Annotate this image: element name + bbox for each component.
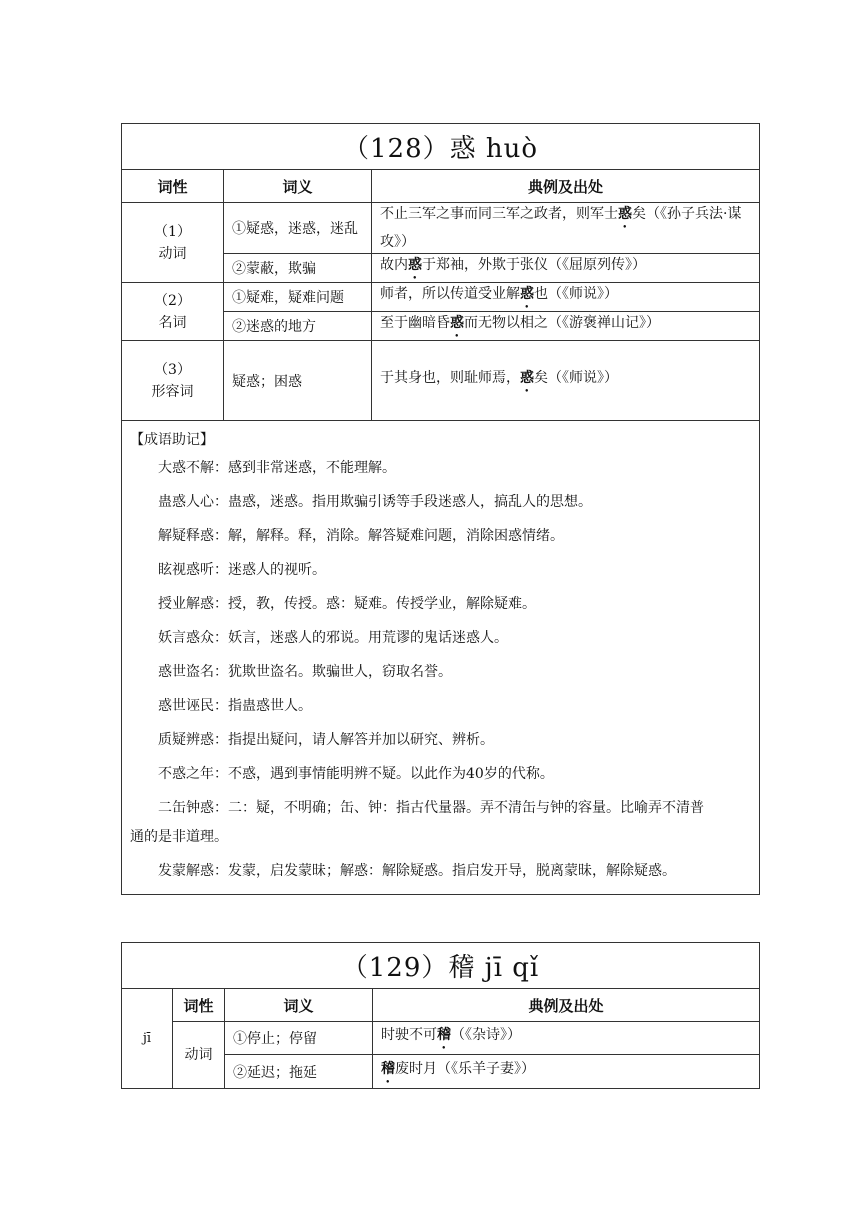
idioms-header: 【成语助记】 (130, 432, 214, 448)
idiom-item: 蛊惑人心：蛊惑，迷惑。指用欺骗引诱等手段迷惑人，搞乱人的思想。 (158, 494, 592, 510)
idiom-item: 质疑辨惑：指提出疑问，请人解答并加以研究、辨析。 (158, 732, 494, 748)
example-cell (372, 312, 760, 341)
entry-129-table (121, 942, 760, 1089)
pos-cell (122, 203, 224, 283)
pos-cell (122, 341, 224, 421)
emphasized-char: 惑 (618, 206, 632, 222)
idiom-item: 解疑释惑：解，解释。释，消除。解答疑难问题，消除困惑情绪。 (158, 528, 564, 544)
example-cell (372, 341, 760, 421)
idiom-item: 二缶钟惑：二：疑，不明确；缶、钟：指古代量器。弄不清缶与钟的容量。比喻弄不清普 (158, 800, 704, 816)
example-text: 矣（《孙子兵法·谋攻》） (380, 206, 742, 250)
emphasized-char: 惑 (520, 369, 534, 386)
emphasized-char: 惑 (408, 257, 422, 273)
example-cell (372, 283, 760, 312)
example-text: 时驶不可 (381, 1027, 437, 1043)
meaning-cell: 疑惑；困惑 (224, 341, 372, 421)
example-cell (372, 254, 760, 283)
pos-name: 动词 (158, 245, 187, 262)
idiom-item: 妖言惑众：妖言，迷惑人的邪说。用荒谬的鬼话迷惑人。 (158, 630, 508, 646)
meaning-cell: ②蒙蔽，欺骗 (224, 254, 372, 283)
idiom-item: 眩视惑听：迷惑人的视听。 (158, 562, 326, 578)
entry-title: （129）稽 jī qǐ (122, 943, 760, 989)
idiom-item: 惑世诬民：指蛊惑世人。 (158, 698, 312, 714)
header-meaning: 词义 (224, 170, 372, 203)
idiom-item: 发蒙解惑：发蒙，启发蒙昧；解惑：解除疑惑。指启发开导，脱离蒙昧，解除疑惑。 (158, 863, 676, 879)
example-cell (373, 1055, 760, 1089)
idiom-item: 大惑不解：感到非常迷惑，不能理解。 (158, 460, 396, 476)
example-text: 矣（《师说》） (534, 369, 618, 386)
entry-title: （128）惑 huò (122, 124, 760, 170)
meaning-cell: ①疑惑，迷惑，迷乱 (224, 203, 372, 254)
example-cell (372, 203, 760, 254)
meaning-cell: ②迷惑的地方 (224, 312, 372, 341)
emphasized-char: 惑 (520, 286, 534, 302)
idiom-item: 不惑之年：不惑，遇到事情能明辨不疑。以此作为40岁的代称。 (158, 766, 554, 782)
example-text: 而无物以相之（《游褒禅山记》） (464, 315, 660, 331)
example-text: 于郑袖，外欺于张仪（《屈原列传》） (422, 257, 646, 273)
example-text: 至于幽暗昏 (380, 315, 450, 331)
example-text: 师者，所以传道受业解 (380, 286, 520, 302)
header-meaning: 词义 (225, 989, 373, 1022)
pos-cell (122, 283, 224, 341)
emphasized-char: 惑 (450, 315, 464, 331)
example-text: 也（《师说》） (534, 286, 618, 302)
pos-name: 动词 (173, 1022, 225, 1089)
example-cell (373, 1022, 760, 1055)
emphasized-char: 稽 (381, 1060, 395, 1077)
pos-number: （2） (154, 292, 191, 309)
example-text: 不止三军之事而同三军之政者，则军士 (380, 206, 618, 222)
reading-label: jī (122, 989, 173, 1089)
emphasized-char: 稽 (437, 1027, 451, 1043)
header-example: 典例及出处 (372, 170, 760, 203)
example-text: 故内 (380, 257, 408, 273)
idiom-item-continued: 通的是非道理。 (130, 829, 228, 845)
idiom-item: 惑世盗名：犹欺世盗名。欺骗世人，窃取名誉。 (158, 664, 452, 680)
pos-number: （1） (154, 223, 191, 240)
header-example: 典例及出处 (373, 989, 760, 1022)
meaning-cell: ②延迟；拖延 (225, 1055, 373, 1089)
entry-128-table (121, 123, 760, 895)
example-text: 废时月（《乐羊子妻》） (395, 1060, 535, 1077)
example-text: （《杂诗》） (451, 1027, 521, 1043)
header-pos: 词性 (122, 170, 224, 203)
pos-name: 名词 (158, 314, 187, 331)
pos-name: 形容词 (151, 383, 194, 400)
header-pos: 词性 (173, 989, 225, 1022)
idioms-section (122, 421, 760, 895)
pos-number: （3） (154, 361, 191, 378)
meaning-cell: ①停止；停留 (225, 1022, 373, 1055)
idiom-item: 授业解惑：授，教，传授。惑：疑难。传授学业，解除疑难。 (158, 596, 536, 612)
example-text: 于其身也，则耻师焉， (380, 369, 520, 386)
meaning-cell: ①疑难，疑难问题 (224, 283, 372, 312)
